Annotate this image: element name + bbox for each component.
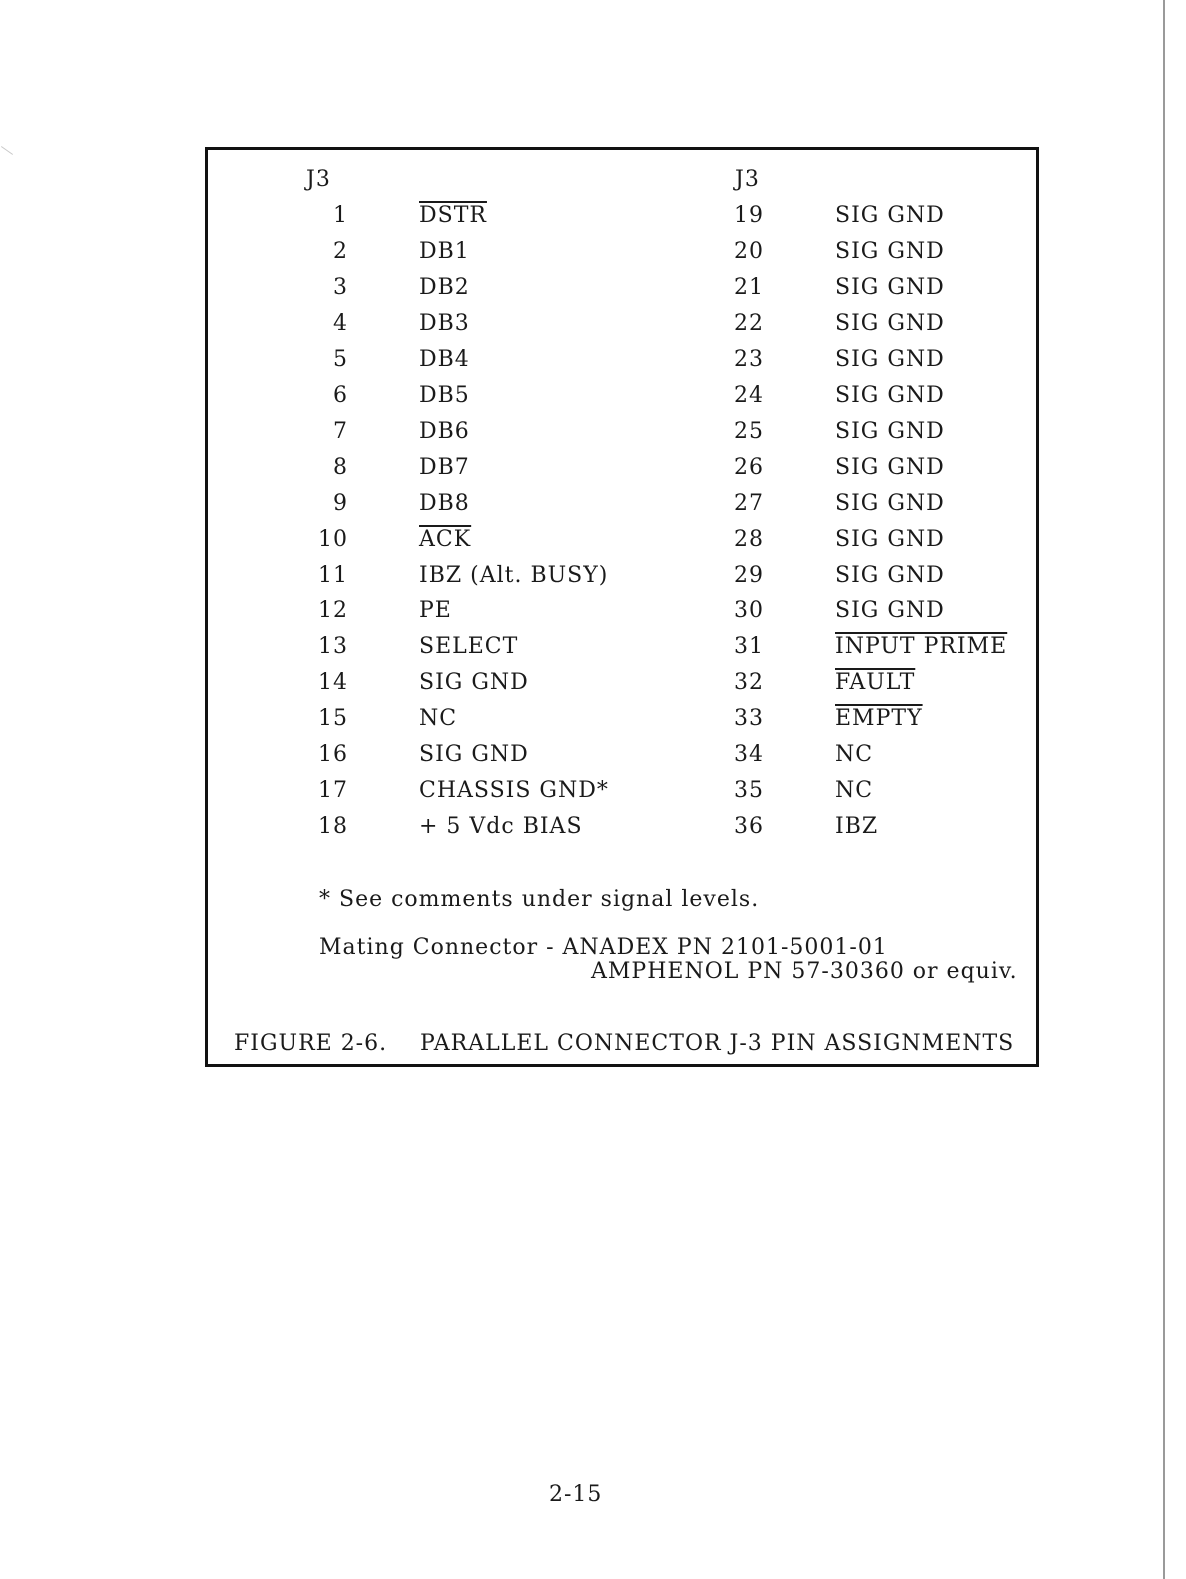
right-column-header: J3 — [735, 167, 760, 192]
signal-name: INPUT PRIME — [835, 634, 1008, 660]
signal-name: DB6 — [419, 418, 470, 444]
mating-connector-line1: Mating Connector - ANADEX PN 2101-5001-01 — [319, 935, 888, 960]
pin-number: 36 — [734, 814, 764, 840]
signal-name: NC — [835, 778, 874, 804]
signal-name: CHASSIS GND* — [419, 778, 609, 804]
signal-name: SIG GND — [835, 346, 945, 372]
pin-number: 4 — [333, 310, 348, 336]
pin-number: 6 — [333, 382, 348, 408]
pin-number: 29 — [734, 562, 764, 588]
signal-name: SIG GND — [835, 203, 945, 228]
pin-number: 2 — [333, 238, 348, 264]
signal-name: SELECT — [419, 634, 519, 660]
figure-box — [205, 147, 1039, 1067]
signal-name: + 5 Vdc BIAS — [419, 814, 583, 840]
signal-name: DB3 — [419, 310, 470, 336]
signal-name: SIG GND — [835, 562, 945, 588]
signal-name: SIG GND — [835, 274, 945, 300]
pin-number: 5 — [333, 346, 348, 372]
pin-number: 21 — [734, 274, 764, 300]
pin-number: 7 — [333, 418, 348, 444]
signal-name: SIG GND — [835, 418, 945, 444]
pin-number: 31 — [734, 634, 764, 660]
pin-number: 27 — [734, 490, 764, 516]
pin-number: 32 — [734, 670, 764, 696]
pin-number: 22 — [734, 310, 764, 336]
pin-number: 10 — [318, 526, 348, 552]
signal-name: FAULT — [835, 670, 916, 696]
signal-name: DB7 — [419, 454, 470, 480]
pin-number: 34 — [734, 742, 764, 768]
signal-name: IBZ (Alt. BUSY) — [419, 562, 609, 588]
signal-name: DB2 — [419, 274, 470, 300]
figure-number: FIGURE 2-6. — [234, 1031, 388, 1056]
footnote: * See comments under signal levels. — [319, 887, 760, 912]
pin-number: 12 — [318, 598, 348, 624]
pin-number: 13 — [318, 634, 348, 660]
signal-name: SIG GND — [835, 238, 945, 264]
signal-name: NC — [419, 706, 458, 732]
signal-name: $\overline{ACK}$ — [419, 526, 472, 552]
pin-number: 24 — [734, 382, 764, 408]
signal-name: SIG GND — [835, 598, 945, 624]
pin-number: 18 — [318, 814, 348, 840]
signal-name: NC — [835, 742, 874, 768]
pin-number: 11 — [318, 562, 348, 588]
pin-number: 1 — [333, 203, 348, 228]
signal-name: DB1 — [419, 238, 470, 264]
left-column-header: J3 — [306, 167, 331, 192]
pin-number: 17 — [318, 778, 348, 804]
pin-number: 35 — [734, 778, 764, 804]
pin-number: 23 — [734, 346, 764, 372]
pin-number: 33 — [734, 706, 764, 732]
signal-name: DB5 — [419, 382, 470, 408]
figure-title: PARALLEL CONNECTOR J-3 PIN ASSIGNMENTS — [420, 1031, 1015, 1056]
signal-name: DSTR — [419, 203, 487, 228]
mating-connector-line2: AMPHENOL PN 57-30360 or equiv. — [591, 959, 1018, 984]
pin-number: 26 — [734, 454, 764, 480]
signal-name: PE — [419, 598, 452, 624]
signal-name: DB8 — [419, 490, 470, 516]
pin-number: 3 — [333, 274, 348, 300]
scan-mark — [1, 146, 13, 155]
pin-number: 25 — [734, 418, 764, 444]
signal-name: SIG GND — [835, 310, 945, 336]
pin-number: 28 — [734, 526, 764, 552]
signal-name: SIG GND — [835, 490, 945, 516]
pin-number: 19 — [734, 203, 764, 228]
signal-name: DB4 — [419, 346, 470, 372]
signal-name: SIG GND — [835, 382, 945, 408]
signal-name: IBZ — [835, 814, 879, 840]
signal-name: SIG GND — [419, 742, 529, 768]
signal-name: SIG GND — [835, 454, 945, 480]
pin-number: 8 — [333, 454, 348, 480]
pin-number: 9 — [333, 490, 348, 516]
signal-name: SIG GND — [419, 670, 529, 696]
page-number: 2-15 — [549, 1482, 603, 1507]
pin-number: 16 — [318, 742, 348, 768]
pin-number: 30 — [734, 598, 764, 624]
pin-number: 14 — [318, 670, 348, 696]
pin-number: 15 — [318, 706, 348, 732]
signal-name: SIG GND — [835, 526, 945, 552]
signal-name: EMPTY — [835, 706, 923, 732]
pin-number: 20 — [734, 238, 764, 264]
page-edge — [1163, 0, 1165, 1579]
